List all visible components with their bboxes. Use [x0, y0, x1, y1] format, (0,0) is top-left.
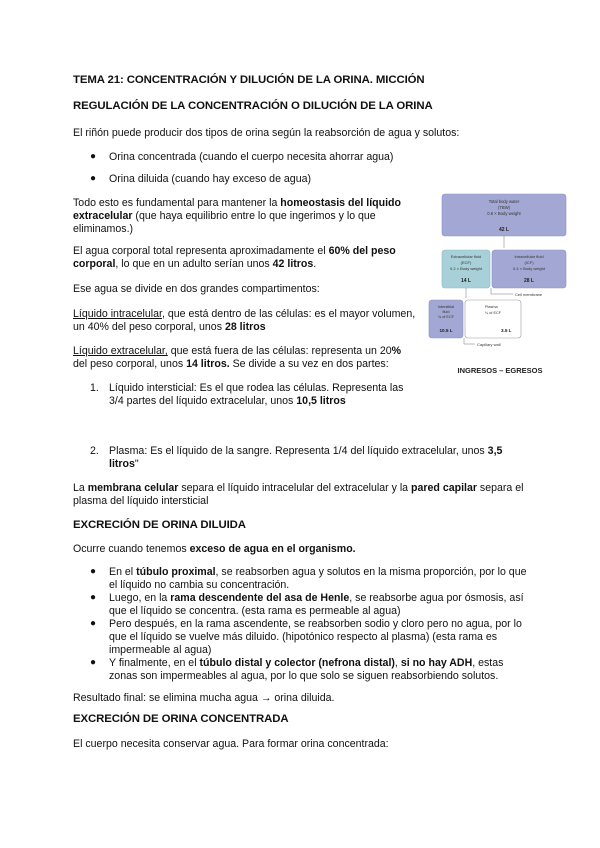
bullet-icon: ●	[90, 173, 97, 184]
tbw-label: Total body water	[488, 199, 520, 204]
tbw-value: 42 L	[498, 227, 510, 233]
paragraph-homeostasis: Todo esto es fundamental para mantener la homeostasis del líquido extracelular (que haya equilibrio entre lo que ingerimos y lo que eliminamos.)	[73, 197, 401, 235]
figure-caption: INGRESOS – EGRESOS	[457, 366, 543, 375]
isf-label2: fluid	[442, 310, 450, 314]
intro-paragraph: El riñón puede producir dos tipos de orina según la reabsorción de agua y solutos:	[73, 127, 460, 139]
paragraph-conservar-agua: El cuerpo necesita conservar agua. Para formar orina concentrada:	[73, 738, 389, 750]
bullet-icon: ●	[90, 566, 97, 577]
icf-abbr: (ICF)	[524, 260, 534, 265]
icf-label: Intracellular fluid	[514, 254, 544, 259]
icf-formula: 0.4 × Body weight	[513, 266, 545, 271]
isf-value: 10.5 L	[439, 328, 453, 333]
isf-label: Interstitial	[437, 305, 455, 309]
bullet-rama-ascendente: Pero después, en la rama ascendente, se reabsorben sodio y cloro pero no agua, por lo que el líquido se vuelve más diluido. (hipotónico respecto al plasma) (esta rama es impermeable al agua)	[109, 618, 522, 656]
paragraph-membranas: La membrana celular separa el líquido intracelular del extracelular y la pared capilar separa el plasma del líquido intersticial	[73, 482, 524, 507]
capillary-wall-label: Capillary wall	[477, 342, 501, 347]
bullet-tubulo-proximal: En el túbulo proximal, se reabsorben agua y solutos en la misma proporción, por lo que el líquido no cambia su concentración.	[109, 566, 527, 591]
paragraph-agua-corporal: El agua corporal total representa aproximadamente el 60% del peso corporal, lo que en un adulto serían unos 42 litros.	[73, 245, 396, 270]
icf-value: 28 L	[523, 278, 535, 284]
section-heading-regulacion: REGULACIÓN DE LA CONCENTRACIÓN O DILUCIÓN DE LA ORINA	[73, 100, 433, 112]
bullet-tubulo-distal: Y finalmente, en el túbulo distal y colector (nefrona distal), si no hay ADH, estas zonas son impermeables al agua, por lo que solo se siguen reabsorbiendo solutos.	[109, 657, 504, 682]
paragraph-resultado: Resultado final: se elimina mucha agua → orina diluida.	[73, 692, 335, 704]
section-heading-orina-concentrada: EXCRECIÓN DE ORINA CONCENTRADA	[73, 713, 289, 725]
plasma-label: Plasma	[485, 305, 498, 309]
paragraph-extracelular: Líquido extracelular, que está fuera de las células: representa un 20% del peso corporal, unos 14 litros. Se divide a su vez en dos partes:	[73, 345, 402, 370]
bullet-rama-descendente: Luego, en la rama descendente del asa de Henle, se reabsorbe agua por ósmosis, así que el líquido se concentra. (esta rama es permeable al agua)	[109, 592, 524, 617]
list-item-plasma: Plasma: Es el líquido de la sangre. Representa 1/4 del líquido extracelular, unos 3,5 litros"	[109, 445, 503, 470]
isf-formula: ¾ of ECF	[437, 315, 455, 319]
bullet-orina-concentrada: Orina concentrada (cuando el cuerpo necesita ahorrar agua)	[109, 151, 394, 163]
bullet-icon: ●	[90, 618, 97, 629]
section-heading-orina-diluida: EXCRECIÓN DE ORINA DILUIDA	[73, 519, 246, 531]
tbw-formula: 0.6 × Body weight	[487, 211, 521, 216]
bullet-orina-diluida: Orina diluida (cuando hay exceso de agua)	[109, 173, 312, 185]
bullet-icon: ●	[90, 151, 97, 162]
paragraph-compartimentos: Ese agua se divide en dos grandes compartimentos:	[73, 283, 320, 295]
body-water-figure	[425, 190, 575, 380]
plasma-formula: ¼ of ECF	[485, 311, 502, 315]
list-number: 1.	[90, 382, 99, 394]
paragraph-intracelular: Líquido intracelular, que está dentro de las células: es el mayor volumen, un 40% del peso corporal, unos 28 litros	[73, 308, 416, 333]
ecf-formula: 0.2 × Body weight	[450, 266, 482, 271]
cell-membrane-label: Cell membrane	[515, 292, 543, 297]
bullet-icon: ●	[90, 592, 97, 603]
document-title: TEMA 21: CONCENTRACIÓN Y DILUCIÓN DE LA ORINA. MICCIÓN	[73, 74, 425, 86]
tbw-abbr: (TBW)	[497, 205, 511, 210]
paragraph-exceso-agua: Ocurre cuando tenemos exceso de agua en el organismo.	[73, 543, 356, 555]
list-item-intersticial: Líquido intersticial: Es el que rodea las células. Representa las 3/4 partes del líquido extracelular, unos 10,5 litros	[109, 382, 404, 407]
ecf-abbr: (ECF)	[460, 260, 472, 265]
bullet-icon: ●	[90, 657, 97, 668]
ecf-value: 14 L	[460, 278, 472, 284]
ecf-label: Extracellular fluid	[450, 254, 482, 259]
list-number: 2.	[90, 445, 99, 457]
plasma-value: 3.5 L	[501, 328, 512, 333]
